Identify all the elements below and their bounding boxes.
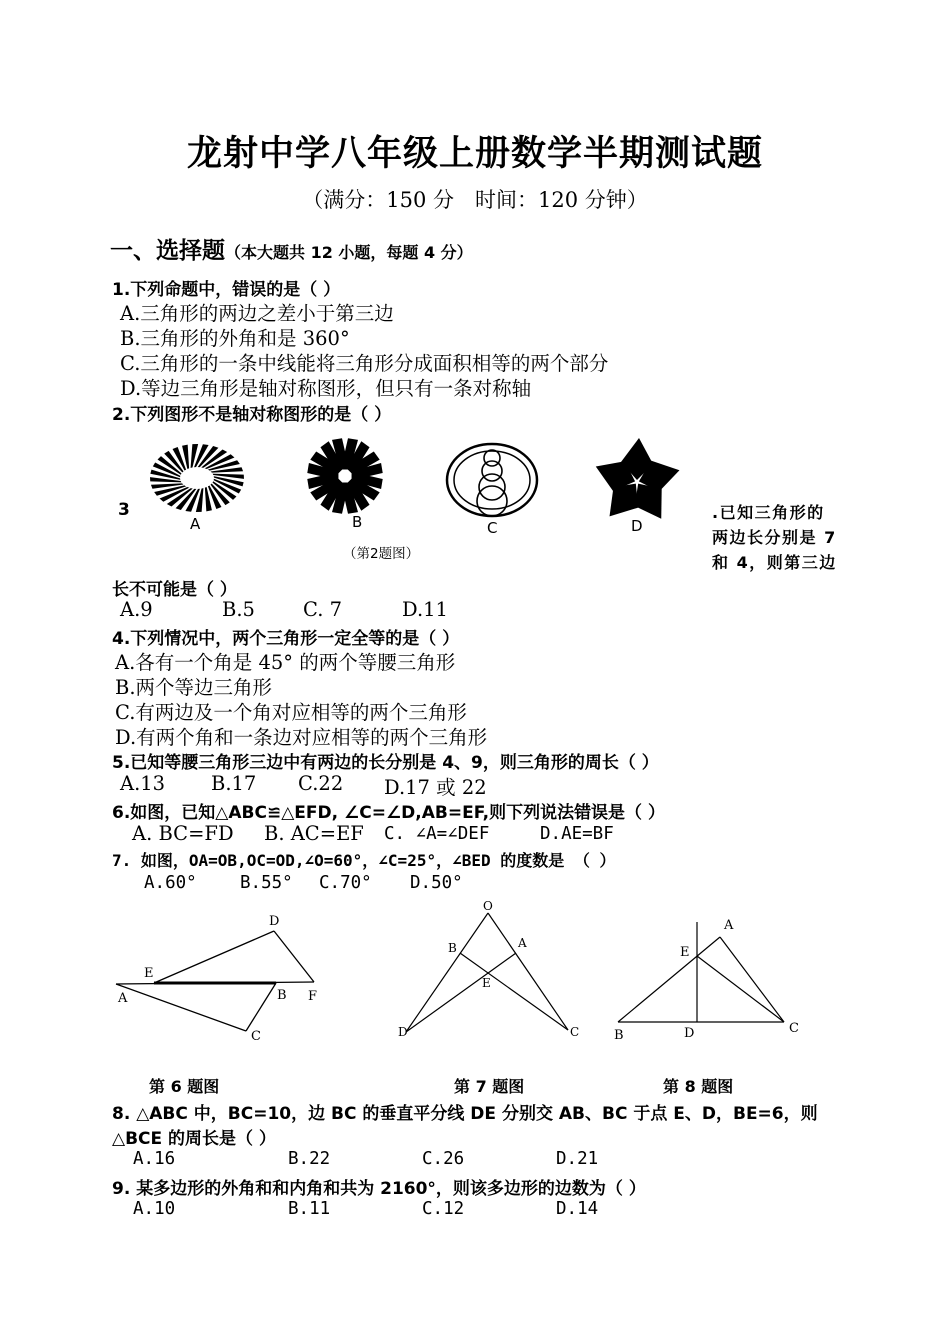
section-note: （本大题共 12 小题，每题 4 分）	[225, 243, 473, 262]
question-8-stem-line-1: 8. △ABC 中，BC=10，边 BC 的垂直平分线 DE 分别交 AB、BC 于点 E、D，BE=6，则	[112, 1104, 818, 1124]
question-3-number: 3	[118, 500, 130, 520]
fig8-label-e: E	[680, 945, 690, 960]
question-7-option-d: D.50°	[410, 873, 463, 893]
fig7-label-o: O	[483, 899, 493, 913]
question-7-option-b: B.55°	[240, 873, 293, 893]
question-3-option-c: C. 7	[303, 598, 343, 621]
question-6-option-c: C. ∠A=∠DEF	[384, 824, 490, 844]
fig6-label-e: E	[144, 966, 154, 981]
fig7-label-c: C	[570, 1025, 580, 1039]
question-9-option-c: C.12	[422, 1199, 465, 1219]
fig6-label-c: C	[251, 1029, 261, 1044]
question-8-option-a: A.16	[133, 1149, 176, 1169]
figure-c-circles	[447, 444, 537, 516]
figure-8-caption: 第 8 题图	[663, 1077, 734, 1096]
question-5-stem: 5.已知等腰三角形三边中有两边的长分别是 4、9，则三角形的周长（ ）	[112, 753, 659, 773]
question-3-option-b: B.5	[222, 598, 255, 621]
figure-caption: （第2题图）	[343, 546, 420, 562]
figure-a-ring	[150, 444, 244, 512]
question-4-option-c: C.有两边及一个角对应相等的两个三角形	[115, 701, 467, 724]
question-6-option-a: A. BC=FD	[132, 822, 234, 845]
question-6-option-d: D.AE=BF	[540, 824, 614, 844]
figure-b-star	[307, 438, 382, 513]
question-8-option-b: B.22	[288, 1149, 331, 1169]
figure-6-caption: 第 6 题图	[149, 1077, 220, 1096]
fig6-label-a: A	[118, 991, 128, 1006]
section-heading	[110, 232, 473, 265]
question-3-option-a: A.9	[120, 598, 153, 621]
figure-d-pinwheel	[590, 438, 684, 527]
page-title: 龙射中学八年级上册数学半期测试题	[186, 134, 763, 174]
question-4-option-d: D.有两个角和一条边对应相等的两个三角形	[115, 726, 488, 749]
question-7-option-a: A.60°	[144, 873, 197, 893]
fig7-label-d: D	[398, 1025, 408, 1039]
question-3-side-line-3: 和 4，则第三边	[712, 553, 837, 572]
question-5-option-d: D.17 或 22	[384, 776, 487, 799]
question-1-option-d: D.等边三角形是轴对称图形，但只有一条对称轴	[120, 377, 532, 400]
figure-7-diagram	[390, 895, 590, 1047]
fig8-label-c: C	[789, 1021, 799, 1036]
question-9-option-b: B.11	[288, 1199, 331, 1219]
question-4-option-b: B.两个等边三角形	[115, 676, 273, 699]
question-9-stem: 9. 某多边形的外角和和内角和共为 2160°，则该多边形的边数为（ ）	[112, 1179, 646, 1199]
fig6-label-b: B	[277, 988, 287, 1003]
fig8-label-a: A	[724, 918, 734, 933]
page-subtitle: （满分：150 分 时间：120 分钟）	[302, 188, 648, 212]
figure-8-diagram	[608, 912, 808, 1047]
fig7-label-b: B	[448, 941, 457, 955]
question-3-stem-cont: 长不可能是（ ）	[112, 580, 237, 600]
question-9-option-a: A.10	[133, 1199, 176, 1219]
question-2-figures	[140, 436, 700, 536]
fig8-label-b: B	[614, 1028, 624, 1043]
question-7-option-c: C.70°	[319, 873, 372, 893]
figure-b-label: B	[352, 513, 363, 531]
question-6-option-b: B. AC=EF	[264, 822, 364, 845]
question-1-option-b: B.三角形的外角和是 360°	[120, 327, 350, 350]
question-1-option-c: C.三角形的一条中线能将三角形分成面积相等的两个部分	[120, 352, 609, 375]
question-3-option-d: D.11	[402, 598, 448, 621]
fig7-label-e: E	[482, 976, 491, 990]
question-8-option-c: C.26	[422, 1149, 465, 1169]
question-2-stem: 2.下列图形不是轴对称图形的是（ ）	[112, 405, 392, 425]
fig6-label-f: F	[308, 989, 318, 1004]
question-5-option-b: B.17	[211, 772, 257, 795]
fig7-label-a: A	[518, 936, 527, 950]
question-8-option-d: D.21	[556, 1149, 599, 1169]
fig8-label-d: D	[684, 1026, 695, 1041]
question-7-stem: 7. 如图，OA=OB,OC=OD,∠O=60°，∠C=25°，∠BED 的度数是 （ ）	[112, 851, 616, 870]
figure-a-label: A	[190, 515, 201, 533]
question-1-stem: 1.下列命题中，错误的是（ ）	[112, 280, 341, 300]
fig6-label-d: D	[269, 914, 280, 929]
question-3-side-line-1: .已知三角形的	[712, 503, 825, 522]
question-1-option-a: A.三角形的两边之差小于第三边	[120, 302, 394, 325]
question-4-option-a: A.各有一个角是 45° 的两个等腰三角形	[115, 651, 456, 674]
question-4-stem: 4.下列情况中，两个三角形一定全等的是（ ）	[112, 629, 460, 649]
question-6-stem: 6.如图，已知△ABC≌△EFD, ∠C=∠D,AB=EF,则下列说法错误是（ ）	[112, 803, 665, 823]
question-8-stem-line-2: △BCE 的周长是（ ）	[112, 1129, 276, 1149]
question-5-option-c: C.22	[298, 772, 344, 795]
section-title: 一、选择题	[110, 238, 225, 264]
figure-7-caption: 第 7 题图	[454, 1077, 525, 1096]
figure-c-label: C	[487, 519, 498, 537]
figure-6-diagram	[110, 905, 330, 1050]
question-5-option-a: A.13	[120, 772, 166, 795]
question-9-option-d: D.14	[556, 1199, 599, 1219]
question-3-side-line-2: 两边长分别是 7	[712, 528, 837, 547]
figure-d-label: D	[631, 517, 643, 535]
